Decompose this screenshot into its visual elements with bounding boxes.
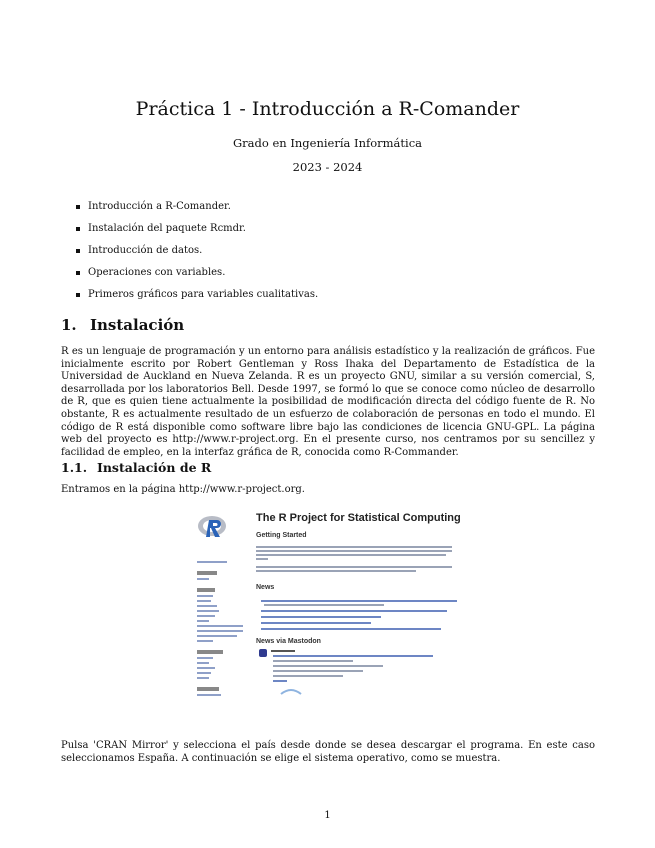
website-sidebar <box>197 548 251 696</box>
intro-paragraph: Entramos en la página http://www.r-project.org. <box>61 484 305 495</box>
list-item: Introducción a R-Comander. <box>74 196 318 218</box>
news-heading: News <box>256 584 275 591</box>
list-item: Introducción de datos. <box>74 240 318 262</box>
list-item: Primeros gráficos para variables cualitativas. <box>74 284 318 306</box>
avatar <box>259 649 267 657</box>
section-heading-installation: 1. Instalación <box>61 316 185 334</box>
topic-list <box>74 196 318 306</box>
list-item: Instalación del paquete Rcmdr. <box>74 218 318 240</box>
page-number: 1 <box>324 810 331 821</box>
list-item: Operaciones con variables. <box>74 262 318 284</box>
mastodon-feed <box>259 646 409 716</box>
getting-started-heading: Getting Started <box>256 532 307 539</box>
site-title: The R Project for Statistical Computing <box>256 512 461 524</box>
r-project-website-screenshot <box>193 508 461 720</box>
subsection-heading-install-r: 1.1. Instalación de R <box>61 460 212 475</box>
document-title: Práctica 1 - Introducción a R-Comander <box>135 98 520 120</box>
r-logo-icon <box>197 514 227 540</box>
installation-paragraph: R es un lenguaje de programación y un entorno para análisis estadístico y la realización de gráficos. Fue inicialmente escrito por Robert Gentleman y Ross Ihaka del Departamento de Estadística de la Universidad de Auckland en Nueva Zelanda. R es un proyecto GNU, similar a su versión comercial, S, desarrollada por los laboratorios Bell. Desde 1997, se formó lo que se conoce como núcleo de desarrollo de R, que es quien tiene actualmente la posibilidad de modificación directa del código fuente de R. No obstante, R es actualmente resultado de un esfuerzo de colaboración de personas en todo el mundo. El código de R está disponible como software libre bajo las condiciones de licencia GNU-GPL. La página web del proyecto es http://www.r-project.org. En el presente curso, nos centramos por su sencillez y facilidad de empleo, en la interfaz gráfica de R, conocida como R-Commander. <box>61 346 595 458</box>
academic-year: 2023 - 2024 <box>292 160 363 174</box>
news-mastodon-heading: News via Mastodon <box>256 638 321 645</box>
document-subtitle: Grado en Ingeniería Informática <box>232 136 423 150</box>
cran-mirror-paragraph: Pulsa 'CRAN Mirror' y selecciona el país desde donde se desea descargar el programa. En este caso seleccionamos España. A continuación se elige el sistema operativo, como se muestra. <box>61 740 595 764</box>
